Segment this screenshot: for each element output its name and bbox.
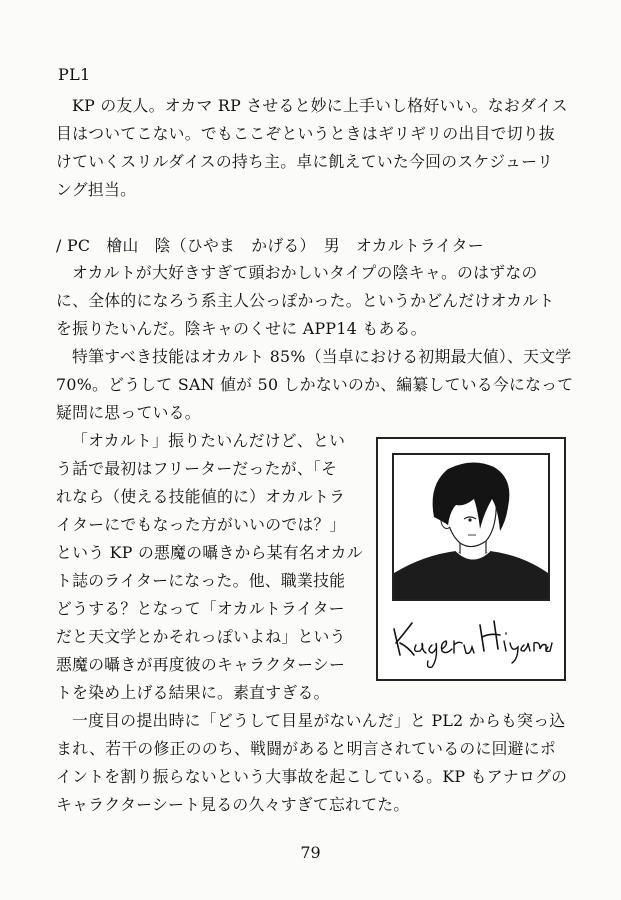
character-signature [388,601,556,671]
paragraph-line: トを染め上げる結果に。素直すぎる。 [56,683,330,702]
page-header: PL1 [58,65,91,84]
paragraph-line: 70%。どうして SAN 値が 50 しかないのか、編纂している今になって [56,375,574,394]
character-portrait [392,453,550,601]
character-portrait-frame [376,437,566,681]
paragraph-line: キャラクターシート見るの久々すぎて忘れてた。 [56,795,410,814]
intro-line: 目はついてこない。でもここぞというときはギリギリの出目で切り抜 [56,124,556,143]
paragraph-line: 悪魔の囁きが再度彼のキャラクターシー [56,655,346,674]
paragraph-line: 疑問に思っている。 [56,403,201,422]
paragraph-line: という KP の悪魔の囁きから某有名オカル [56,543,363,562]
page-number: 79 [300,843,321,862]
paragraph-line: 特筆すべき技能はオカルト 85%（当卓における初期最大値）、天文学 [72,347,572,366]
paragraph-line: どうする？となって「オカルトライター [56,599,345,618]
paragraph-line: を振りたいんだ。陰キャのくせに APP14 もある。 [56,319,427,338]
paragraph-line: ト誌のライターになった。他、職業技能 [56,571,346,590]
paragraph-line: だと天文学とかそれっぽいよね」という [56,627,346,646]
intro-line: けていくスリルダイスの持ち主。卓に飢えていた今回のスケジューリ [56,152,554,171]
character-heading: / PC 檜山 陰（ひやま かげる） 男 オカルトライター [56,236,484,255]
paragraph-line: イントを割り振らないという大事故を起こしている。KP もアナログの [56,767,568,786]
intro-line: ング担当。 [56,180,137,199]
paragraph-line: れなら（使える技能値的に）オカルトラ [56,487,346,506]
paragraph-line: オカルトが大好きすぎて頭おかしいタイプの陰キャ。のはずなの [72,263,538,282]
paragraph-line: 「オカルト」振りたいんだけど、とい [72,431,346,450]
paragraph-line: イターにでもなった方がいいのでは？」 [56,515,346,534]
paragraph-line: に、全体的になろう系主人公っぽかった。というかどんだけオカルト [56,291,555,310]
paragraph-line: まれ、若干の修正ののち、戦闘があると明言されているのに回避にポ [56,739,556,758]
paragraph-line: 一度目の提出時に「どうして目星がないんだ」と PL2 からも突っ込 [72,711,566,730]
intro-line: KP の友人。オカマ RP させると妙に上手いし格好いい。なおダイス [72,96,568,115]
paragraph-line: う話で最初はフリーターだったが、「そ [56,459,338,478]
